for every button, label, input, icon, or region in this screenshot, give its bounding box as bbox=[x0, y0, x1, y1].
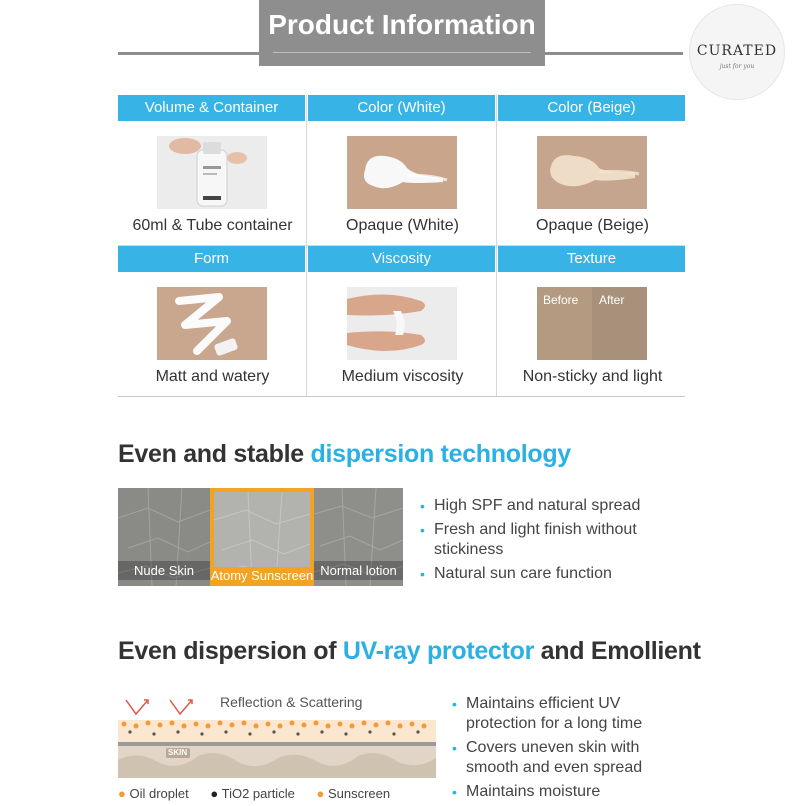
info-cell-texture bbox=[498, 246, 687, 396]
section2-title-plain: Even dispersion of bbox=[118, 637, 343, 665]
skin-panel-atomy bbox=[210, 488, 314, 586]
bullet-item: • Covers uneven skin with smooth and even spread bbox=[452, 739, 643, 776]
info-cell-volume bbox=[118, 95, 307, 245]
texture-before-label: Before bbox=[543, 293, 579, 307]
title-underline bbox=[273, 52, 531, 53]
white-swatch-photo bbox=[347, 136, 457, 209]
legend-oil: Oil droplet bbox=[129, 786, 189, 801]
legend-oil-icon: ● bbox=[118, 786, 126, 801]
info-heading: Viscosity bbox=[308, 246, 495, 272]
info-caption: Opaque (White) bbox=[346, 217, 459, 234]
texture-after-label: After bbox=[599, 293, 625, 307]
info-caption: Non-sticky and light bbox=[522, 368, 663, 385]
info-heading: Form bbox=[118, 246, 305, 272]
logo-tagline: just for you bbox=[719, 63, 755, 70]
diagram-label: Reflection & Scattering bbox=[220, 694, 363, 710]
section2-title-end: and Emollient bbox=[534, 637, 701, 665]
grid-divider bbox=[496, 95, 497, 397]
legend-sunscreen-icon: ● bbox=[316, 786, 325, 801]
grid-divider bbox=[118, 245, 685, 246]
info-caption: 60ml & Tube container bbox=[132, 217, 293, 234]
product-info-grid bbox=[118, 95, 685, 397]
info-caption: Matt and watery bbox=[155, 368, 270, 385]
bullet-item: • Maintains efficient UV protection for a long time bbox=[452, 695, 643, 732]
page-title: Product Information bbox=[268, 9, 536, 40]
uv-arrow-icon bbox=[126, 700, 192, 714]
section2-bullets bbox=[452, 694, 692, 806]
bullet-item: • Maintains moisture bbox=[452, 783, 601, 800]
skin-label: SKIN bbox=[168, 748, 188, 757]
section1-title-highlight: dispersion technology bbox=[310, 440, 571, 468]
info-heading: Volume & Container bbox=[118, 95, 305, 121]
tube-bottle-photo bbox=[157, 136, 267, 209]
legend-tio2-icon: ● bbox=[210, 786, 219, 801]
info-cell-viscosity bbox=[308, 246, 497, 396]
section2-title bbox=[118, 637, 701, 666]
skin-comparison-strip bbox=[118, 488, 403, 586]
beige-swatch-photo bbox=[537, 136, 647, 209]
skin-panel-normal bbox=[314, 488, 403, 586]
texture-before-after-photo bbox=[537, 287, 647, 360]
bullet-item: • High SPF and natural spread bbox=[420, 497, 641, 514]
grid-divider bbox=[306, 95, 307, 397]
info-cell-form bbox=[118, 246, 307, 396]
info-heading: Color (White) bbox=[308, 95, 495, 121]
page-title-box bbox=[259, 0, 545, 66]
info-heading: Color (Beige) bbox=[498, 95, 685, 121]
info-cell-color-white bbox=[308, 95, 497, 245]
legend-sunscreen: Sunscreen bbox=[327, 786, 391, 801]
bullet-item: • Natural sun care function bbox=[420, 565, 612, 582]
logo-brand: CURATED bbox=[696, 43, 778, 59]
bullet-item: • Fresh and light finish without stickiness bbox=[420, 521, 637, 558]
section1-title-plain: Even and stable bbox=[118, 440, 311, 468]
info-caption: Medium viscosity bbox=[341, 368, 464, 385]
section1-title bbox=[118, 440, 571, 469]
skin-panel-label: Atomy Sunscreen bbox=[210, 568, 314, 583]
cream-zigzag-photo bbox=[157, 287, 267, 360]
info-caption: Opaque (Beige) bbox=[536, 217, 649, 234]
info-heading: Texture bbox=[498, 246, 685, 272]
curated-logo bbox=[689, 4, 785, 100]
grid-bottom-rule bbox=[118, 396, 685, 397]
section2-title-highlight: UV-ray protector bbox=[342, 637, 534, 665]
info-cell-color-beige bbox=[498, 95, 687, 245]
skin-panel-label: Nude Skin bbox=[118, 561, 210, 580]
skin-panel-label: Normal lotion bbox=[314, 561, 403, 580]
diagram-legend bbox=[118, 786, 390, 801]
legend-tio2: TiO2 particle bbox=[221, 786, 295, 801]
skin-panel-nude bbox=[118, 488, 210, 586]
fingers-cream-photo bbox=[347, 287, 457, 360]
section1-bullets bbox=[420, 496, 680, 588]
